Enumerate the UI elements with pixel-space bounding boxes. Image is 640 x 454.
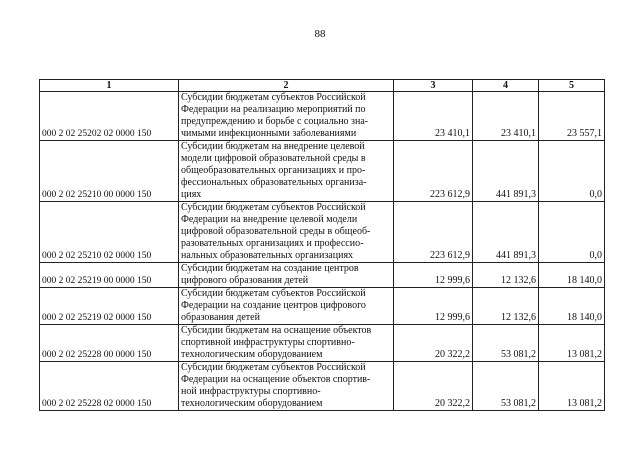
description-line: Субсидии бюджетам на внедрение целевой	[181, 141, 365, 152]
description-line: образования детей	[181, 312, 260, 323]
description-line: технологическим оборудованием	[181, 398, 323, 409]
description-line: Субсидии бюджетам субъектов Российской	[181, 288, 366, 299]
amount-col3: 23 410,1	[394, 92, 473, 141]
table-row	[40, 202, 605, 263]
description-line: Субсидии бюджетам субъектов Российской	[181, 92, 366, 103]
column-header: 2	[179, 80, 394, 92]
amount-col4: 53 081,2	[473, 325, 539, 362]
amount-col4: 53 081,2	[473, 362, 539, 411]
description-line: модели цифровой образовательной среды в	[181, 153, 366, 164]
amount-col5: 18 140,0	[539, 288, 605, 325]
amount-col5: 13 081,2	[539, 362, 605, 411]
description-line: Федерации на оснащение объектов спортив-	[181, 374, 371, 385]
description	[179, 263, 394, 288]
description	[179, 288, 394, 325]
budget-code: 000 2 02 25228 02 0000 150	[40, 362, 179, 411]
column-header: 1	[40, 80, 179, 92]
budget-code: 000 2 02 25210 02 0000 150	[40, 202, 179, 263]
header-row	[40, 80, 605, 92]
amount-col3: 223 612,9	[394, 202, 473, 263]
amount-col5: 18 140,0	[539, 263, 605, 288]
amount-col4: 23 410,1	[473, 92, 539, 141]
budget-code: 000 2 02 25219 02 0000 150	[40, 288, 179, 325]
amount-col4: 12 132,6	[473, 263, 539, 288]
amount-col5: 23 557,1	[539, 92, 605, 141]
description-line: технологическим оборудованием	[181, 349, 323, 360]
budget-code: 000 2 02 25210 00 0000 150	[40, 141, 179, 202]
budget-code: 000 2 02 25219 00 0000 150	[40, 263, 179, 288]
description	[179, 362, 394, 411]
amount-col5: 13 081,2	[539, 325, 605, 362]
column-header: 5	[539, 80, 605, 92]
description-line: Субсидии бюджетам субъектов Российской	[181, 362, 366, 373]
description-line: Федерации на внедрение целевой модели	[181, 214, 358, 225]
amount-col3: 12 999,6	[394, 263, 473, 288]
amount-col3: 12 999,6	[394, 288, 473, 325]
description-line: циях	[181, 189, 202, 200]
description	[179, 141, 394, 202]
table-row	[40, 263, 605, 288]
description-line: Федерации на создание центров цифрового	[181, 300, 366, 311]
column-header: 4	[473, 80, 539, 92]
amount-col3: 223 612,9	[394, 141, 473, 202]
description	[179, 202, 394, 263]
description-line: ной инфраструктуры спортивно-	[181, 386, 321, 397]
budget-code: 000 2 02 25202 02 0000 150	[40, 92, 179, 141]
amount-col4: 441 891,3	[473, 202, 539, 263]
description	[179, 92, 394, 141]
description-line: общеобразовательных организациях и про-	[181, 165, 366, 176]
table-row	[40, 92, 605, 141]
table-row	[40, 362, 605, 411]
table-row	[40, 325, 605, 362]
description-line: спортивной инфраструктуры спортивно-	[181, 337, 355, 348]
column-header: 3	[394, 80, 473, 92]
description-line: чимыми инфекционными заболеваниями	[181, 128, 357, 139]
description-line: цифрового образования детей	[181, 275, 309, 286]
description-line: предупреждению и борьбе с социально зна-	[181, 116, 369, 127]
table-row	[40, 141, 605, 202]
description-line: Субсидии бюджетам на создание центров	[181, 263, 359, 274]
page-number: 88	[314, 28, 326, 40]
budget-code: 000 2 02 25228 00 0000 150	[40, 325, 179, 362]
amount-col3: 20 322,2	[394, 362, 473, 411]
description-line: Субсидии бюджетам на оснащение объектов	[181, 325, 372, 336]
description-line: Федерации на реализацию мероприятий по	[181, 104, 366, 115]
description-line: разовательных организациях и профессио-	[181, 238, 364, 249]
amount-col4: 441 891,3	[473, 141, 539, 202]
description-line: фессиональных образовательных организа-	[181, 177, 367, 188]
description-line: нальных образовательных организациях	[181, 250, 354, 261]
description-line: Субсидии бюджетам субъектов Российской	[181, 202, 366, 213]
amount-col5: 0,0	[539, 141, 605, 202]
amount-col4: 12 132,6	[473, 288, 539, 325]
description-line: цифровой образовательной среды в общеоб-	[181, 226, 371, 237]
description	[179, 325, 394, 362]
budget-table	[39, 79, 605, 411]
amount-col3: 20 322,2	[394, 325, 473, 362]
amount-col5: 0,0	[539, 202, 605, 263]
table-row	[40, 288, 605, 325]
